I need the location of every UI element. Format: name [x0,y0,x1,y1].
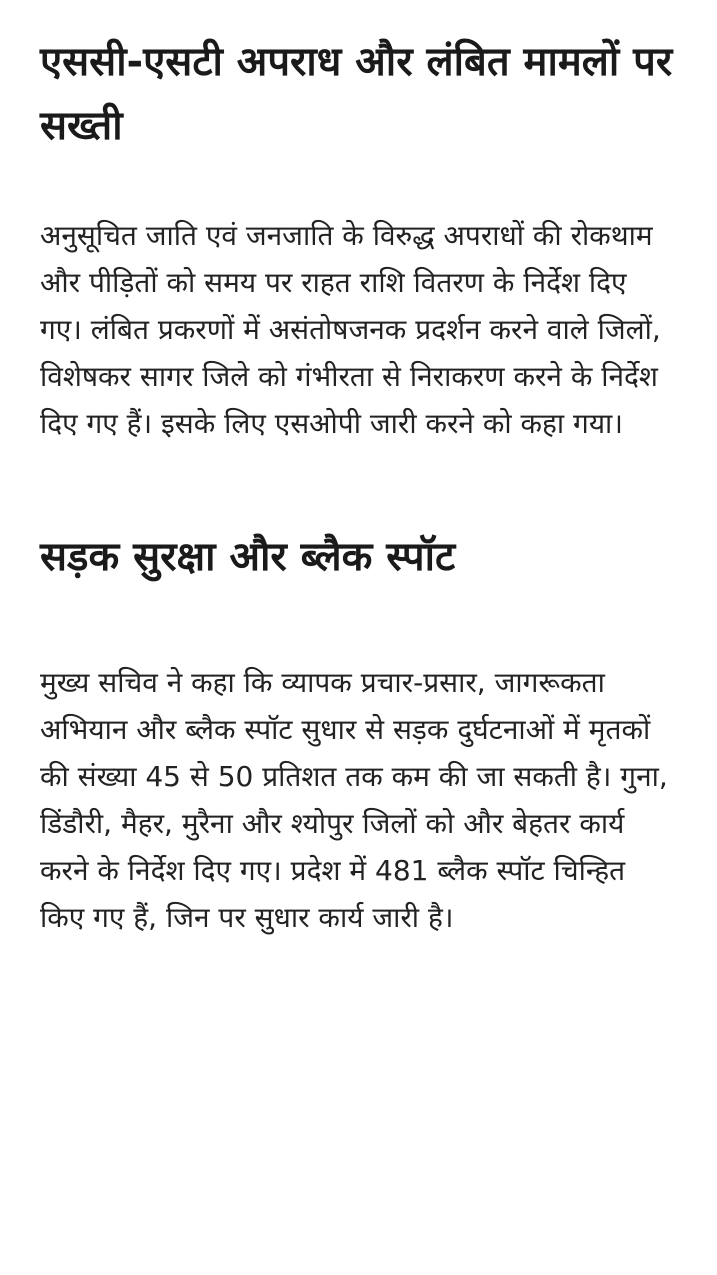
section-heading-road-safety: सड़क सुरक्षा और ब्लैक स्पॉट [40,534,456,580]
section-paragraph-road-safety: मुख्य सचिव ने कहा कि व्यापक प्रचार-प्रसार, जागरूकता अभियान और ब्लैक स्पॉट सुधार से सड़क दुर्घटनाओं में मृतकों की संख्या 45 से 50 प्रतिशत तक कम की जा सकती है। गुना, डिंडौरी, मैहर, मुरैना और श्योपुर जिलों को और बेहतर कार्य करने के निर्देश दिए गए। प्रदेश में 481 ब्लैक स्पॉट चिन्हित किए गए हैं, जिन पर सुधार कार्य जारी है। [40,666,668,934]
section-paragraph-sc-st-crimes: अनुसूचित जाति एवं जनजाति के विरुद्ध अपराधों की रोकथाम और पीड़ितों को समय पर राहत राशि वितरण के निर्देश दिए गए। लंबित प्रकरणों में असंतोषजनक प्रदर्शन करने वाले जिलों, विशेषकर सागर जिले को गंभीरता से निराकरण करने के निर्देश दिए गए हैं। इसके लिए एसओपी जारी करने को कहा गया। [40,219,661,440]
section-heading-sc-st-crimes: एससी-एसटी अपराध और लंबित मामलों पर सख्ती [40,39,673,149]
